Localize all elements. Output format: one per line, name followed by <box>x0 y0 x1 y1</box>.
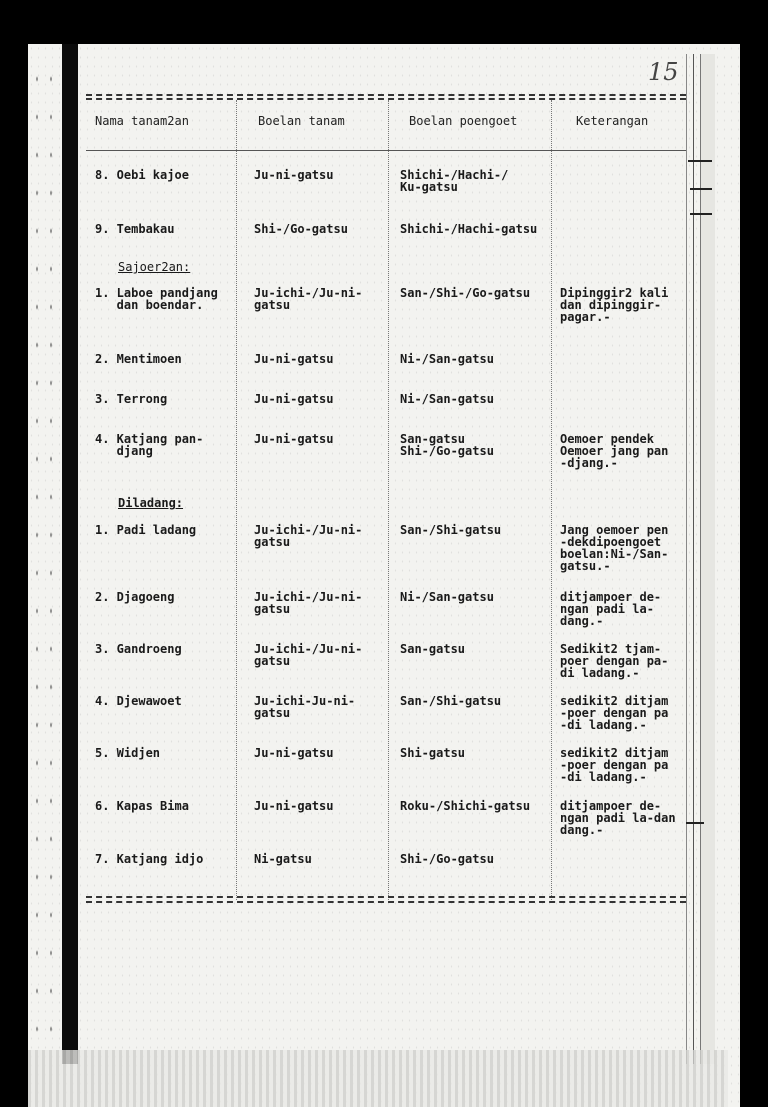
row-keterangan: Oemoer pendek Oemoer jang pan -djang.- <box>560 432 669 470</box>
row-poengoet: San-gatsu Shi-/Go-gatsu <box>400 432 494 458</box>
row-name: 3. Gandroeng <box>95 642 182 656</box>
header-boelan-tanam: Boelan tanam <box>258 114 345 128</box>
row-name: 5. Widjen <box>95 746 161 760</box>
row-tanam: Ju-ni-gatsu <box>254 432 334 446</box>
row-poengoet: Shi-/Go-gatsu <box>400 852 494 866</box>
row-keterangan: sedikit2 ditjam -poer dengan pa -di ladang.- <box>560 746 669 784</box>
edge-mark <box>690 213 712 215</box>
row-tanam: Ju-ichi-/Ju-ni- gatsu <box>254 523 363 549</box>
row-poengoet: Shichi-/Hachi-/ Ku-gatsu <box>400 168 509 194</box>
page-edge <box>686 54 694 1064</box>
row-name: 1. Laboe pandjang dan boendar. <box>95 286 218 312</box>
row-name: 9. Tembakau <box>95 222 175 236</box>
row-poengoet: Shichi-/Hachi-gatsu <box>400 222 538 236</box>
edge-mark <box>690 188 712 190</box>
row-keterangan: ditjampoer de- ngan padi la-dan dang.- <box>560 799 676 837</box>
row-tanam: Ju-ni-gatsu <box>254 352 334 366</box>
row-tanam: Ju-ni-gatsu <box>254 746 334 760</box>
binding-holes <box>30 60 60 1060</box>
top-rule <box>86 98 686 100</box>
header-keterangan: Keterangan <box>576 114 649 128</box>
row-name: 3. Terrong <box>95 392 168 406</box>
header-boelan-poengoet: Boelan poengoet <box>409 114 518 128</box>
row-name: 2. Djagoeng <box>95 590 175 604</box>
edge-mark <box>686 822 704 824</box>
column-divider <box>551 100 552 900</box>
page-number: 15 <box>648 58 679 86</box>
section-diladang: Diladang: <box>118 496 184 510</box>
row-poengoet: San-/Shi-gatsu <box>400 694 502 708</box>
page-edge-back <box>700 54 715 1064</box>
row-name: 4. Katjang pan- djang <box>95 432 204 458</box>
row-poengoet: San-/Shi-/Go-gatsu <box>400 286 531 300</box>
row-poengoet: Shi-gatsu <box>400 746 466 760</box>
row-poengoet: Ni-/San-gatsu <box>400 590 494 604</box>
row-poengoet: Roku-/Shichi-gatsu <box>400 799 531 813</box>
row-tanam: Ju-ni-gatsu <box>254 799 334 813</box>
row-tanam: Ju-ichi-/Ju-ni- gatsu <box>254 642 363 668</box>
row-keterangan: Dipinggir2 kali dan dipinggir- pagar.- <box>560 286 669 324</box>
row-keterangan: ditjampoer de- ngan padi la- dang.- <box>560 590 662 628</box>
bottom-rule <box>86 896 686 898</box>
row-name: 7. Katjang idjo <box>95 852 204 866</box>
row-name: 4. Djewawoet <box>95 694 182 708</box>
row-poengoet: San-gatsu <box>400 642 466 656</box>
row-name: 8. Oebi kajoe <box>95 168 189 182</box>
paper-sheet <box>28 44 740 1107</box>
row-keterangan: sedikit2 ditjam -poer dengan pa -di ladang.- <box>560 694 669 732</box>
row-poengoet: Ni-/San-gatsu <box>400 352 494 366</box>
row-name: 1. Padi ladang <box>95 523 197 537</box>
bottom-rule <box>86 901 686 903</box>
column-divider <box>236 100 237 900</box>
binder-strip <box>62 44 78 1064</box>
top-rule <box>86 94 686 96</box>
row-tanam: Ju-ichi-Ju-ni- gatsu <box>254 694 356 720</box>
row-poengoet: San-/Shi-gatsu <box>400 523 502 537</box>
row-tanam: Shi-/Go-gatsu <box>254 222 348 236</box>
scan-noise-band <box>28 1050 728 1107</box>
row-tanam: Ju-ichi-/Ju-ni- gatsu <box>254 286 363 312</box>
header-rule <box>86 150 686 151</box>
row-tanam: Ju-ni-gatsu <box>254 168 334 182</box>
row-name: 6. Kapas Bima <box>95 799 189 813</box>
row-tanam: Ni-gatsu <box>254 852 312 866</box>
row-poengoet: Ni-/San-gatsu <box>400 392 494 406</box>
column-divider <box>388 100 389 900</box>
section-sajoer: Sajoer2an: <box>118 260 191 274</box>
row-keterangan: Jang oemoer pen -dekdipoengoet boelan:Ni-/San- gatsu.- <box>560 523 669 573</box>
row-name: 2. Mentimoen <box>95 352 182 366</box>
row-tanam: Ju-ichi-/Ju-ni- gatsu <box>254 590 363 616</box>
row-tanam: Ju-ni-gatsu <box>254 392 334 406</box>
row-keterangan: Sedikit2 tjam- poer dengan pa- di ladang.- <box>560 642 669 680</box>
edge-mark <box>688 160 712 162</box>
header-nama: Nama tanam2an <box>95 114 189 128</box>
